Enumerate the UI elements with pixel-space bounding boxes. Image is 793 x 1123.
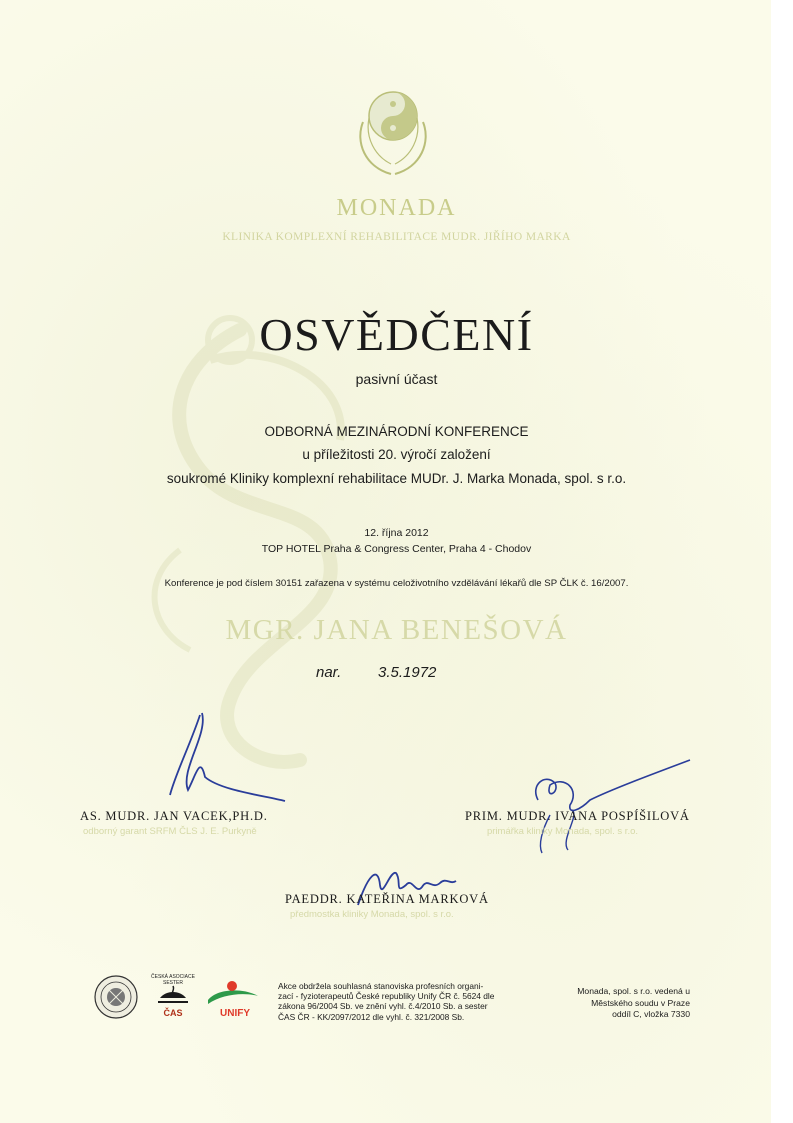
signatory-1-role: odborný garant SRFM ČLS J. E. Purkyně — [83, 826, 257, 837]
event-date: 12. října 2012 — [364, 527, 429, 539]
footer-approval-note — [278, 981, 518, 1022]
certificate-title: OSVĚDČENÍ — [259, 309, 534, 360]
cas-logo — [148, 974, 198, 1024]
registry-line: Monada, spol. s r.o. vedená u — [577, 986, 690, 996]
signatory-2-role: primářka kliniky Monada, spol. s r.o. — [487, 826, 639, 837]
unify-logo-text: UNIFY — [220, 1008, 250, 1019]
signatory-3-role: předmostka kliniky Monada, spol. s r.o. — [290, 909, 454, 920]
footer-note-line: Akce obdržela souhlasná stanoviska profesních organi- — [278, 981, 484, 991]
event-venue: TOP HOTEL Praha & Congress Center, Praha 4 - Chodov — [261, 543, 532, 555]
brand-name: MONADA — [336, 195, 457, 221]
accreditation-note: Konference je pod číslem 30151 zařazena v systému celoživotního vzdělávání lékařů dle SP ČLK č. 16/2007. — [164, 578, 629, 589]
footer-note-line: zací - fyzioterapeutů České republiky Unify ČR č. 5624 dle — [278, 991, 495, 1002]
unify-logo — [204, 978, 262, 1024]
signatory-2-name: PRIM. MUDR. IVANA POSPÍŠILOVÁ — [465, 809, 690, 823]
registry-line: Městského soudu v Praze — [591, 997, 690, 1008]
signatory-1-name: AS. MUDR. JAN VACEK,PH.D. — [80, 809, 268, 823]
university-seal-icon — [93, 974, 139, 1020]
scan-edge — [771, 0, 793, 1123]
conference-occasion: u příležitosti 20. výročí založení — [302, 447, 491, 462]
unify-swoosh-icon — [204, 978, 262, 1008]
brand-subtitle: KLINIKA KOMPLEXNÍ REHABILITACE MUDR. JIŘÍHO MARKA — [222, 231, 571, 243]
birth-label: nar. — [316, 664, 342, 681]
footer-note-line: ČAS ČR - KK/2097/2012 dle vyhl. č. 321/2008 Sb. — [278, 1011, 465, 1022]
cas-logo-text: ČAS — [163, 1008, 183, 1018]
conference-organizer: soukromé Kliniky komplexní rehabilitace MUDr. J. Marka Monada, spol. s r.o. — [166, 471, 627, 486]
cas-logo-arc-text: ČESKÁ ASOCIACE SESTER — [151, 974, 195, 986]
signatory-3-name: PAEDDR. KATEŘINA MARKOVÁ — [285, 892, 489, 906]
participant-name: MGR. JANA BENEŠOVÁ — [225, 614, 568, 646]
registry-line: oddíl C, vložka 7330 — [612, 1009, 690, 1020]
conference-name: ODBORNÁ MEZINÁRODNÍ KONFERENCE — [264, 424, 529, 439]
company-registry — [540, 986, 690, 1021]
certificate-subtitle: pasivní účast — [355, 371, 438, 387]
lamp-icon — [156, 982, 190, 1008]
footer-note-line: zákona 96/2004 Sb. ve znění vyhl. č.4/2010 Sb. a sester — [278, 1001, 488, 1012]
signature-vacek — [160, 695, 290, 805]
birth-date: 3.5.1972 — [378, 664, 437, 681]
signature-pospisilova — [520, 755, 695, 855]
monada-logo — [345, 82, 441, 182]
